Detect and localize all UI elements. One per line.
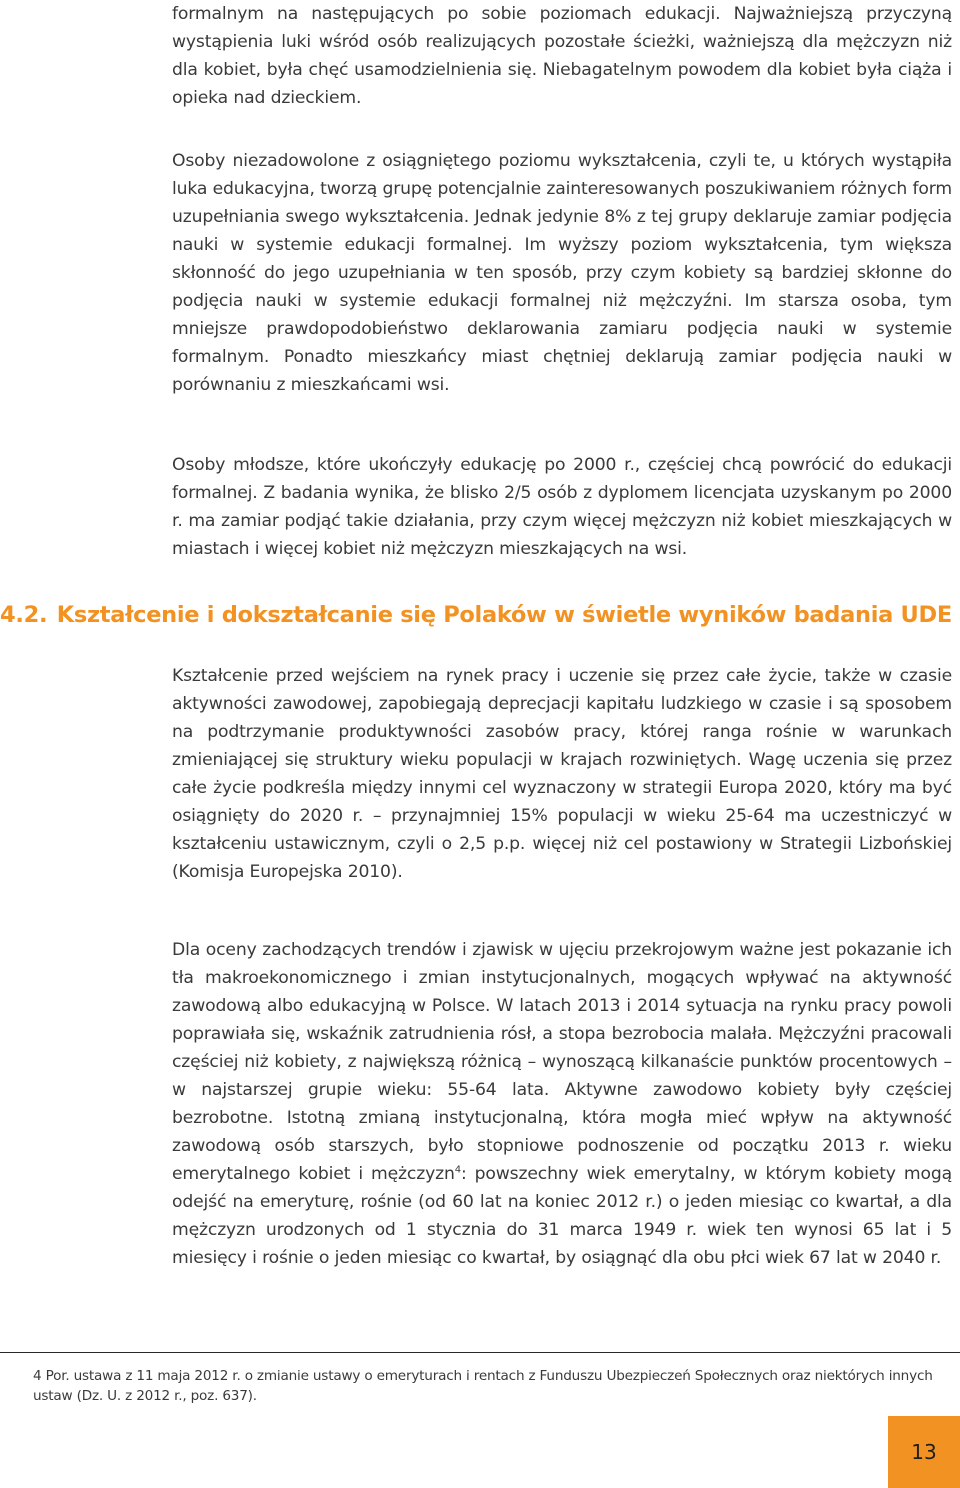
paragraph-ocena-part1: Dla oceny zachodzących trendów i zjawisk w ujęciu przekrojowym ważne jest pokazanie ich tła makroekonomicznego i zmian instytucjonalnych, mogących wpływać na aktywność zawodową albo edukacyjną w Polsce. W latach 2013 i 2014 sytuacja na rynku pracy powoli poprawiała się, wskaźnik zatrudnienia rósł, a stopa bezrobocia malała. Mężczyźni pracowali częściej niż kobiety, z największą różnicą – wynoszącą kilkanaście punktów procentowych – w najstarszej grupie wieku: 55-64 lata. Aktywne zawodowo kobiety były częściej bezrobotne. Istotną zmianą instytucjonalną, która mogła mieć wpływ na aktywność zawodową osób starszych, było stopniowe podnoszenie od początku 2013 r. wieku emerytalnego kobiet i mężczyzn	[172, 940, 952, 1184]
section-title: Kształcenie i dokształcanie się Polaków w świetle wyników badania UDE	[56, 602, 952, 628]
footnote-marker: 4	[33, 1368, 42, 1384]
footnote	[33, 1366, 955, 1406]
footnote-text: Por. ustawa z 11 maja 2012 r. o zmianie ustawy o emeryturach i rentach z Funduszu Ubezpieczeń Społecznych oraz niektórych innych ustaw (Dz. U. z 2012 r., poz. 637).	[33, 1368, 933, 1404]
paragraph-ksztalcenie: Kształcenie przed wejściem na rynek pracy i uczenie się przez całe życie, także w czasie aktywności zawodowej, zapobiegają deprecjacji kapitału ludzkiego w czasie i są sposobem na podtrzymanie produktywności zasobów pracy, której ranga rośnie w warunkach zmieniającej się struktury wieku populacji w krajach rozwiniętych. Wagę uczenia się przez całe życie podkreśla między innymi cel wyznaczony w strategii Europa 2020, który ma być osiągnięty do 2020 r. – przynajmniej 15% populacji w wieku 25-64 ma uczestniczyć w kształceniu ustawicznym, czyli o 2,5 p.p. więcej niż cel postawiony w Strategii Lizbońskiej (Komisja Europejska 2010).	[172, 666, 952, 882]
page-number-badge: 13	[888, 1416, 960, 1488]
paragraph-ocena-trendow	[172, 936, 952, 1272]
section-heading	[0, 597, 955, 633]
paragraph-intro: formalnym na następujących po sobie poziomach edukacji. Najważniejszą przyczyną wystąpienia luki wśród osób realizujących pozostałe ścieżki, ważniejszą dla mężczyzn niż dla kobiet, była chęć usamodzielnienia się. Niebagatelnym powodem dla kobiet była ciąża i opieka nad dzieckiem.	[172, 4, 952, 108]
paragraph-osoby-mlodsze: Osoby młodsze, które ukończyły edukację po 2000 r., częściej chcą powrócić do edukacji formalnej. Z badania wynika, że blisko 2/5 osób z dyplomem licencjata uzyskanym po 2000 r. ma zamiar podjąć takie działania, przy czym więcej mężczyzn niż kobiet mieszkających w miastach i więcej kobiet niż mężczyzn mieszkających na wsi.	[172, 455, 952, 559]
paragraph-osoby-niezadowolone: Osoby niezadowolone z osiągniętego poziomu wykształcenia, czyli te, u których wystąpiła luka edukacyjna, tworzą grupę potencjalnie zainteresowanych poszukiwaniem różnych form uzupełniania swego wykształcenia. Jednak jedynie 8% z tej grupy deklaruje zamiar podjęcia nauki w systemie edukacji formalnej. Im wyższy poziom wykształcenia, tym większa skłonność do jego uzupełniania w ten sposób, przy czym kobiety są bardziej skłonne do podjęcia nauki w systemie edukacji formalnej niż mężczyźni. Im starsza osoba, tym mniejsze prawdopodobieństwo deklarowania zamiaru podjęcia nauki w systemie formalnym. Ponadto mieszkańcy miast chętniej deklarują zamiar podjęcia nauki w porównaniu z mieszkańcami wsi.	[172, 151, 952, 395]
footnote-divider	[0, 1352, 960, 1353]
section-number: 4.2.	[0, 602, 48, 628]
paragraph-ocena-part2: : powszechny wiek emerytalny, w którym kobiety mogą odejść na emeryturę, rośnie (od 60 lat na koniec 2012 r.) o jeden miesiąc co kwartał, a dla mężczyzn urodzonych od 1 stycznia do 31 marca 1949 r. wiek ten wynosi 65 lat i 5 miesięcy i rośnie o jeden miesiąc co kwartał, by osiągnąć dla obu płci wiek 67 lat w 2040 r.	[172, 1164, 952, 1268]
footnote-reference[interactable]: 4	[454, 1164, 461, 1176]
